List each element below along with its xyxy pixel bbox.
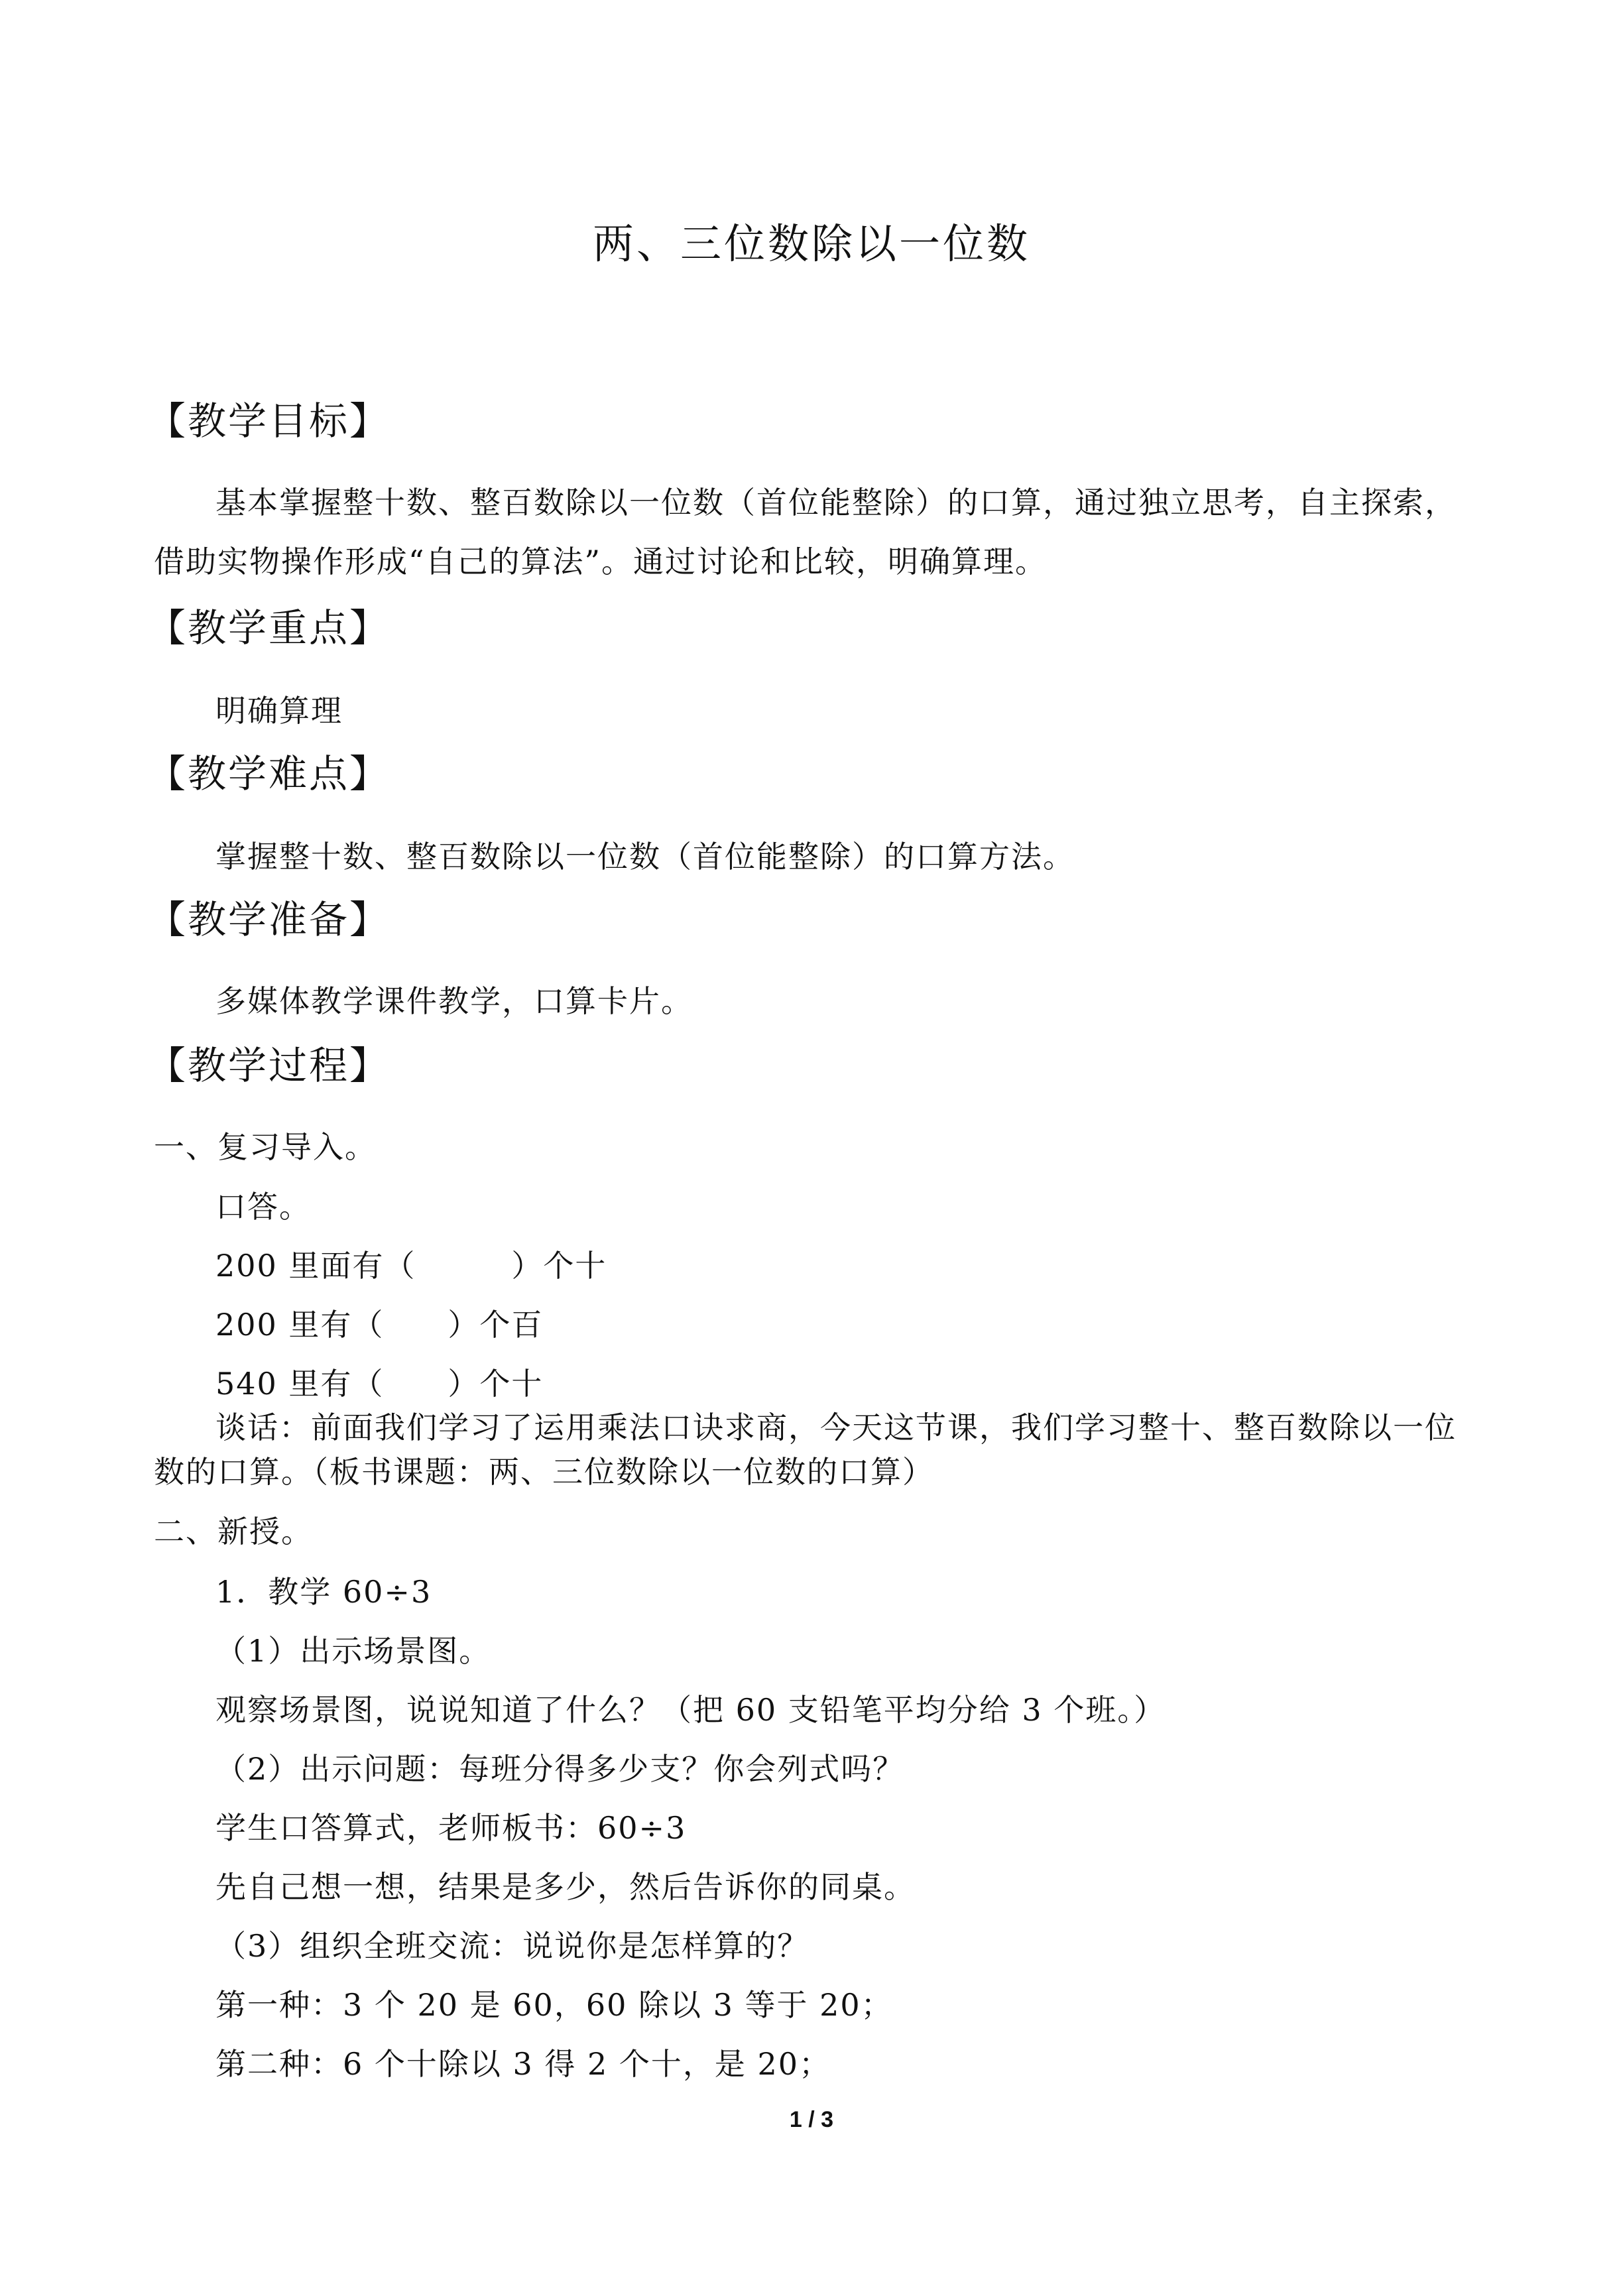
part2-title: 二、新授。 [154, 1514, 313, 1549]
heading-objectives: 【教学目标】 [147, 398, 391, 444]
method-2: 第二种：6 个十除以 3 得 2 个十，是 20； [215, 2046, 831, 2082]
student-line: 学生口答算式，老师板书：60÷3 [215, 1810, 687, 1846]
page-title: 两、三位数除以一位数 [592, 219, 1030, 268]
objectives-line-2: 借助实物操作形成“自己的算法”。通过讨论和比较，明确算理。 [154, 544, 1048, 579]
difficulties-text: 掌握整十数、整百数除以一位数（首位能整除）的口算方法。 [215, 839, 1075, 875]
step-2: （2）出示问题：每班分得多少支？你会列式吗？ [215, 1751, 905, 1787]
part1-title: 一、复习导入。 [154, 1129, 377, 1165]
method-1: 第一种：3 个 20 是 60，60 除以 3 等于 20； [215, 1987, 893, 2023]
talk-line-2: 数的口算。（板书课题：两、三位数除以一位数的口算） [154, 1454, 934, 1490]
oral-answer-label: 口答。 [215, 1189, 311, 1225]
step-1: （1）出示场景图。 [215, 1633, 491, 1669]
question-1: 200 里面有（ ）个十 [215, 1248, 607, 1284]
key-points-text: 明确算理 [215, 693, 343, 729]
preparation-text: 多媒体教学课件教学，口算卡片。 [215, 983, 693, 1019]
heading-preparation: 【教学准备】 [147, 897, 391, 942]
page-number: 1 / 3 [789, 2107, 834, 2132]
question-2: 200 里有（ ）个百 [215, 1307, 544, 1343]
heading-key-points: 【教学重点】 [147, 605, 391, 650]
think-line: 先自己想一想，结果是多少，然后告诉你的同桌。 [215, 1869, 916, 1905]
talk-line-1: 谈话：前面我们学习了运用乘法口诀求商，今天这节课，我们学习整十、整百数除以一位 [215, 1410, 1457, 1445]
objectives-line-1: 基本掌握整十数、整百数除以一位数（首位能整除）的口算，通过独立思考，自主探索， [215, 485, 1457, 520]
question-3: 540 里有（ ）个十 [215, 1366, 544, 1402]
observe-line: 观察场景图，说说知道了什么？（把 60 支铅笔平均分给 3 个班。） [215, 1692, 1166, 1728]
heading-difficulties: 【教学难点】 [147, 751, 391, 796]
item-1: 1．教学 60÷3 [215, 1574, 432, 1610]
heading-process: 【教学过程】 [147, 1043, 391, 1088]
step-3: （3）组织全班交流：说说你是怎样算的？ [215, 1928, 810, 1964]
